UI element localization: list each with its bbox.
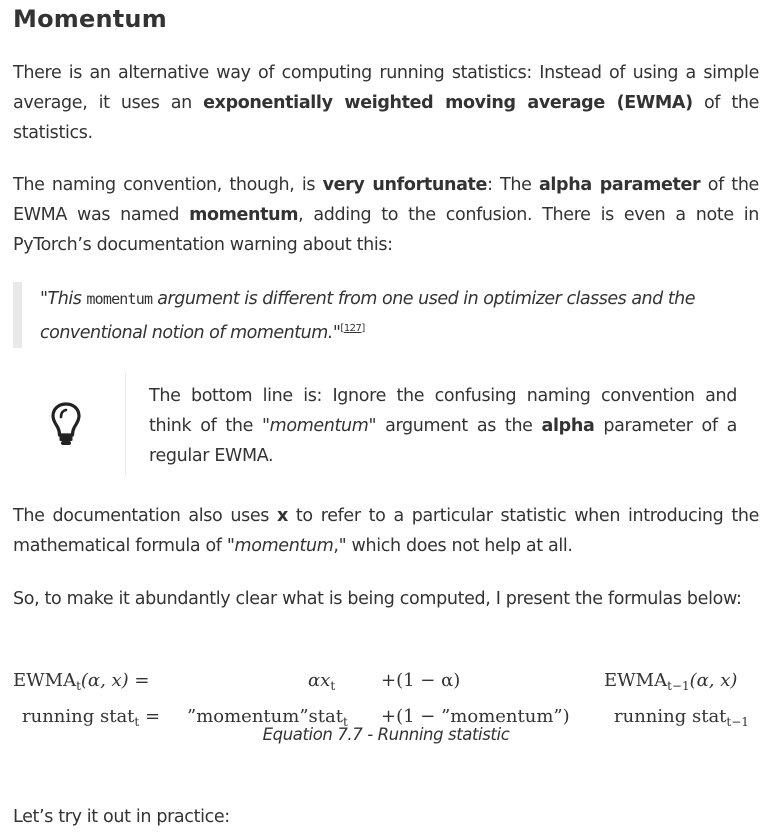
footnote-ref: [127] (340, 323, 365, 334)
paragraph-naming (13, 170, 759, 260)
text: (α, x) (689, 670, 738, 691)
bold-alpha-parameter: alpha parameter (538, 175, 701, 195)
bold-very-unfortunate: very unfortunate (322, 175, 488, 195)
text: running stat (22, 706, 135, 727)
text: running stat (614, 706, 727, 727)
italic-momentum: momentum (269, 416, 369, 436)
paragraph-documentation (13, 501, 759, 561)
blockquote (13, 282, 759, 348)
lightbulb-icon (50, 401, 82, 447)
text: parameter of a regular EWMA. (149, 416, 737, 466)
subscript: t−1 (667, 679, 690, 693)
text: "This (40, 289, 87, 309)
subscript: t (342, 715, 348, 729)
bold-momentum: momentum (189, 205, 299, 225)
text: The naming convention, though, is (13, 175, 323, 195)
text: There is an alternative way of computing running statistics: Instead of using a simple average, it uses an (13, 63, 759, 113)
text: = (139, 706, 161, 727)
subscript: t (76, 679, 81, 693)
text: αx (308, 670, 331, 691)
text: to refer to a particular statistic when introducing the mathematical formula of " (13, 506, 759, 556)
italic-momentum: momentum (234, 536, 334, 556)
code-momentum: momentum (86, 290, 153, 308)
footnote-link[interactable]: 127 (343, 323, 362, 334)
subscript: t (330, 679, 336, 693)
paragraph-try-it (13, 802, 759, 832)
tip-icon-column (13, 373, 126, 475)
tip-box (13, 373, 759, 475)
eq-row1-term1 (308, 670, 335, 693)
text: of the statistics. (13, 93, 760, 143)
text: (α, x) = (80, 670, 150, 691)
eq-row1-lhs (13, 670, 150, 693)
text: The bottom line is: Ignore the confusing naming convention and think of the " (149, 386, 737, 436)
paragraph-formulas-intro (13, 584, 759, 614)
quote-text (22, 282, 759, 348)
subscript: t (134, 715, 140, 729)
text: Let’s try it out in practice: (13, 807, 230, 827)
paragraph-intro (13, 58, 759, 148)
text: argument is different from one used in optimizer classes and the conventional notion of momentum. (40, 289, 696, 343)
text: The documentation also uses (13, 506, 278, 526)
eq-row1-term3 (604, 670, 737, 693)
eq-row1-term2: +(1 − α) (381, 670, 461, 691)
text: : The (487, 175, 539, 195)
equation-caption: Equation 7.7 - Running statistic (262, 725, 510, 744)
text: EWMA (604, 670, 668, 691)
text: " argument as the (368, 416, 542, 436)
text: , adding to the confusion. There is even a note in PyTorch’s documentation warning about this: (13, 205, 759, 255)
text: of the EWMA was named (13, 175, 759, 225)
text: ”momentum”stat (187, 706, 343, 727)
bold-term-ewma: exponentially weighted moving average (EWMA) (203, 93, 693, 113)
section-title: Momentum (13, 5, 167, 33)
subscript: t−1 (726, 715, 749, 729)
tip-text (149, 381, 737, 471)
text: EWMA (13, 670, 77, 691)
bold-x: x (277, 506, 288, 526)
text: So, to make it abundantly clear what is being computed, I present the formulas below: (13, 589, 742, 609)
eq-row2-term2: +(1 − ”momentum”) (381, 706, 570, 727)
bold-alpha: alpha (541, 416, 595, 436)
text: " (332, 323, 341, 343)
text: ," which does not help at all. (333, 536, 573, 556)
